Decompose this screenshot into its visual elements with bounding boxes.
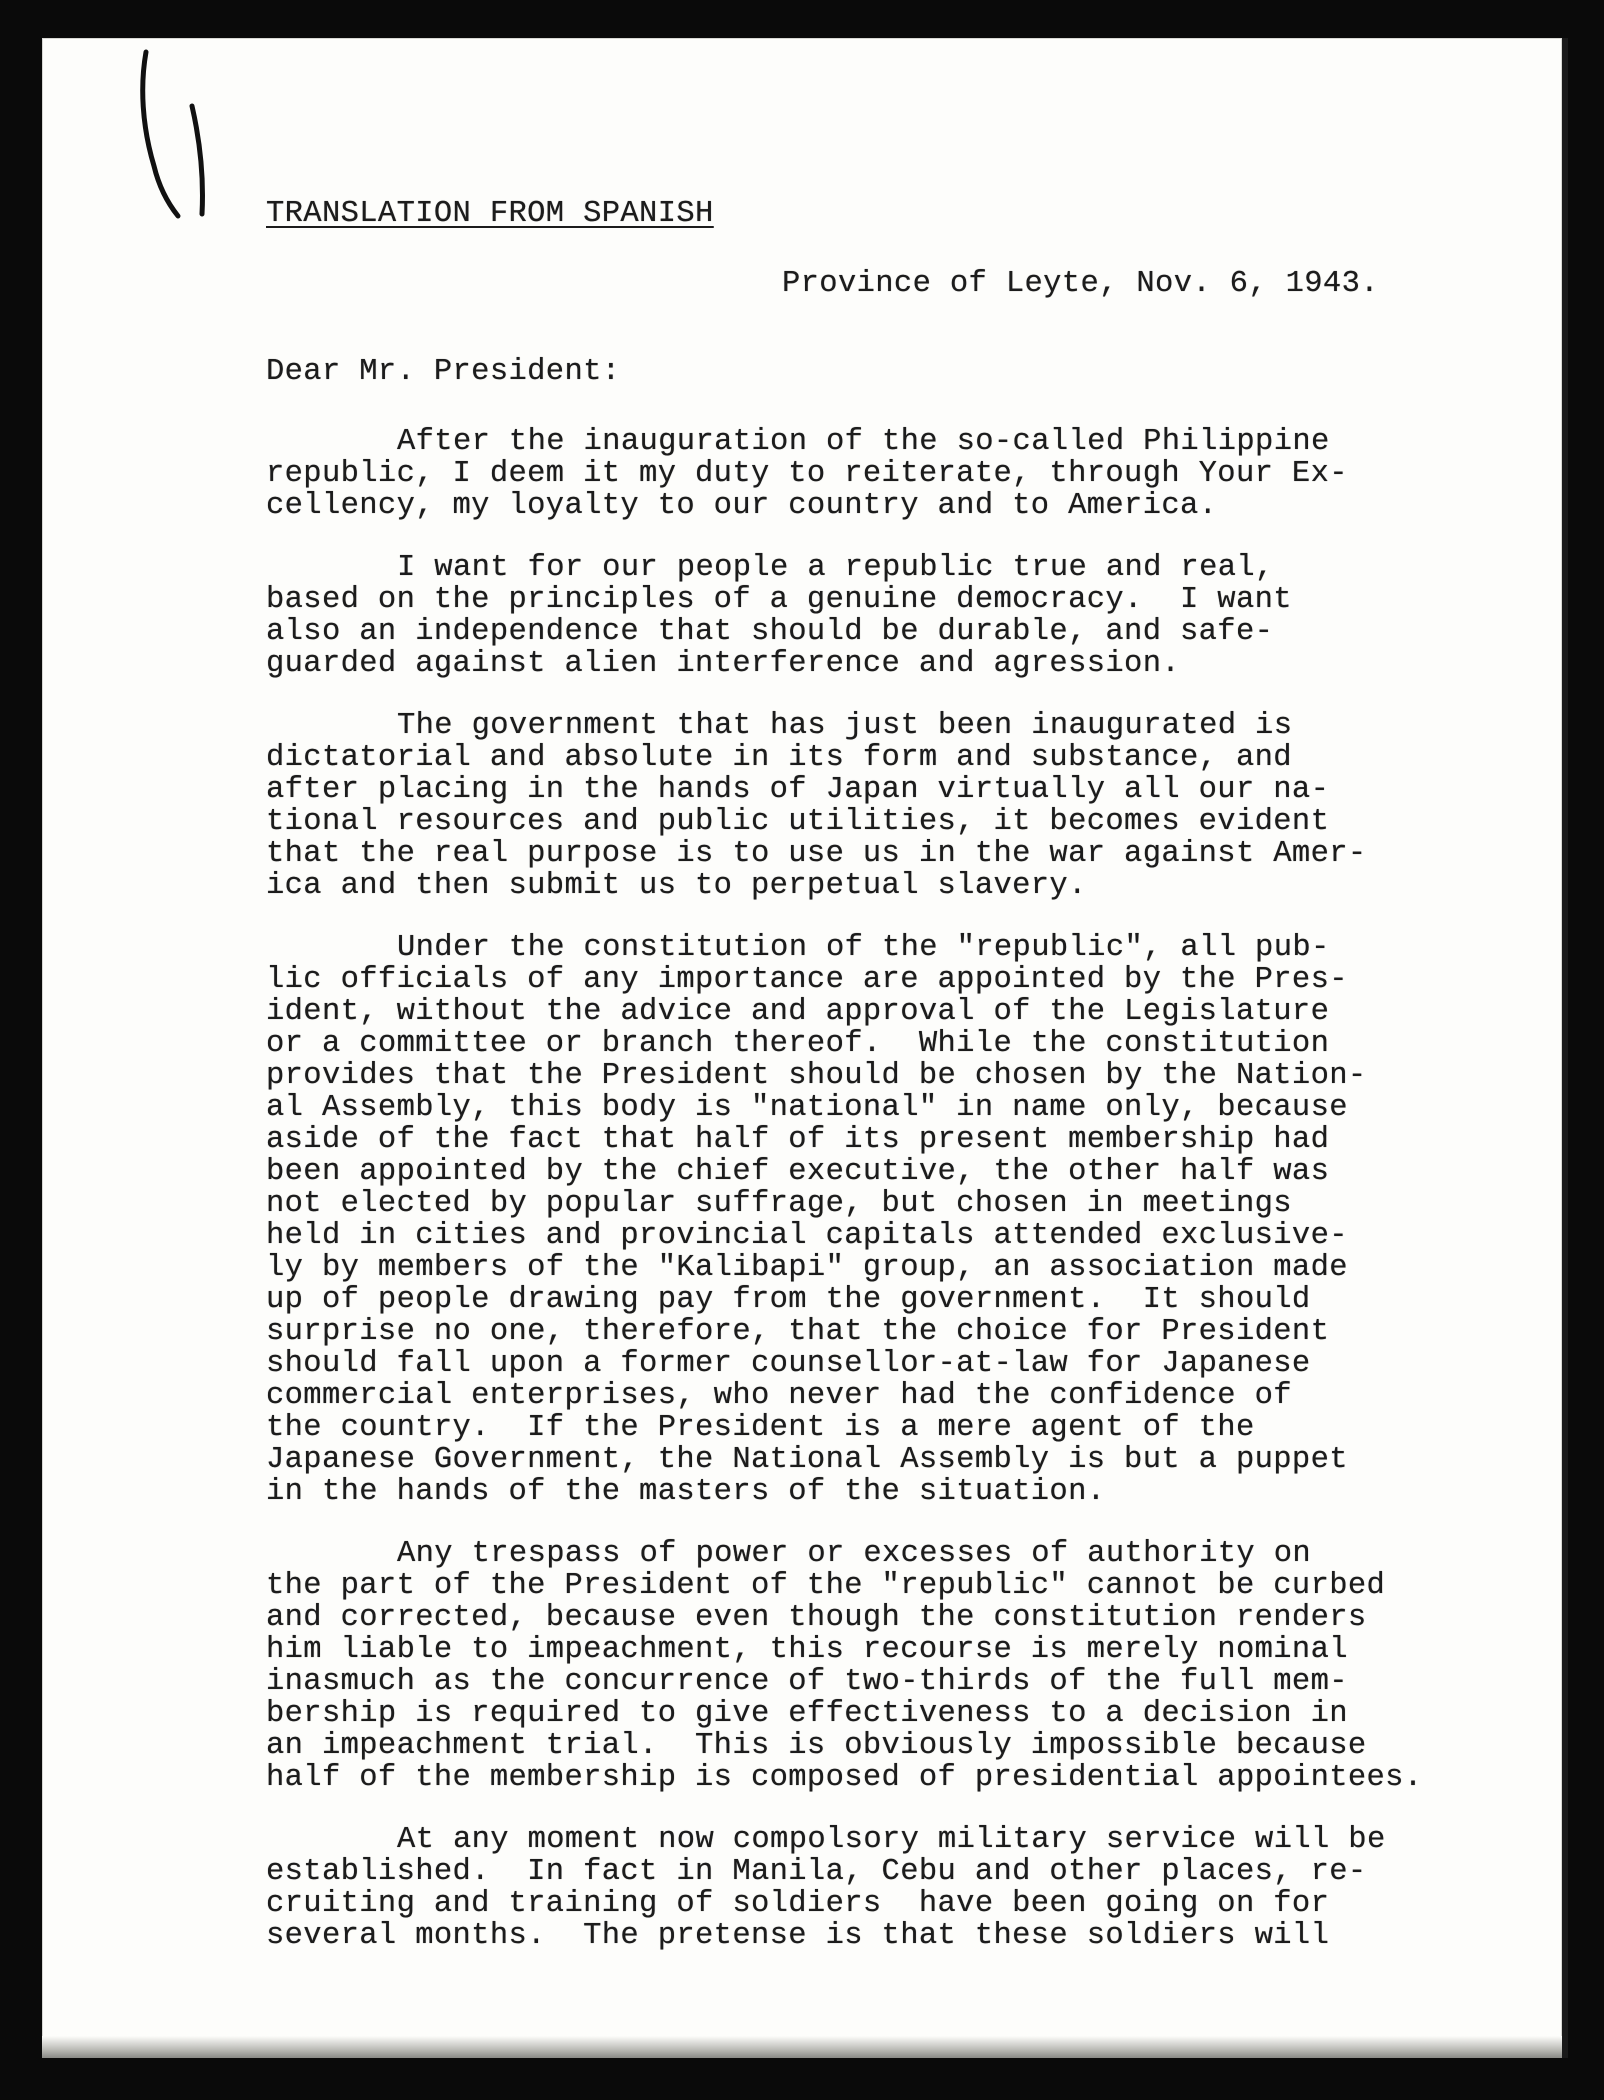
- paragraph-line: cellency, my loyalty to our country and to America.: [266, 489, 1218, 523]
- paragraph-line: or a committee or branch thereof. While the constitution: [266, 1027, 1330, 1061]
- paragraph-line: held in cities and provincial capitals attended exclusive-: [266, 1219, 1348, 1253]
- paragraph-line: After the inauguration of the so-called Philippine: [397, 425, 1330, 459]
- paragraph-line: cruiting and training of soldiers have been going on for: [266, 1887, 1330, 1921]
- paragraph-line: The government that has just been inaugurated is: [397, 709, 1293, 743]
- paragraph-line: in the hands of the masters of the situation.: [266, 1475, 1106, 1509]
- paragraph-line: At any moment now compolsory military service will be: [397, 1823, 1386, 1857]
- paragraph-line: Japanese Government, the National Assembly is but a puppet: [266, 1443, 1348, 1477]
- paragraph: [266, 426, 1446, 522]
- paragraph-line: ident, without the advice and approval of the Legislature: [266, 995, 1330, 1029]
- paragraph-line: Any trespass of power or excesses of authority on: [397, 1537, 1311, 1571]
- paragraph-line: should fall upon a former counsellor-at-law for Japanese: [266, 1347, 1311, 1381]
- paragraph: [266, 1538, 1446, 1794]
- paragraph-line: also an independence that should be durable, and safe-: [266, 615, 1274, 649]
- paragraph-line: and corrected, because even though the constitution renders: [266, 1601, 1367, 1635]
- paragraph-line: several months. The pretense is that these soldiers will: [266, 1919, 1330, 1953]
- paragraph-line: dictatorial and absolute in its form and substance, and: [266, 741, 1292, 775]
- paragraph-line: him liable to impeachment, this recourse is merely nominal: [266, 1633, 1348, 1667]
- letter-body: [266, 426, 1446, 1982]
- dateline: Province of Leyte, Nov. 6, 1943.: [782, 267, 1379, 301]
- paragraph-line: half of the membership is composed of presidential appointees.: [266, 1761, 1423, 1795]
- paragraph-line: that the real purpose is to use us in the war against Amer-: [266, 837, 1367, 871]
- paragraph-line: ly by members of the "Kalibapi" group, an association made: [266, 1251, 1348, 1285]
- paragraph-line: surprise no one, therefore, that the choice for President: [266, 1315, 1330, 1349]
- page-edge-shadow: [42, 2036, 1562, 2058]
- paragraph-line: lic officials of any importance are appointed by the Pres-: [266, 963, 1348, 997]
- paragraph: [266, 932, 1446, 1508]
- paragraph: [266, 710, 1446, 902]
- paragraph-line: commercial enterprises, who never had the confidence of: [266, 1379, 1292, 1413]
- paragraph: [266, 552, 1446, 680]
- paragraph-line: an impeachment trial. This is obviously impossible because: [266, 1729, 1367, 1763]
- paragraph-line: based on the principles of a genuine democracy. I want: [266, 583, 1292, 617]
- paragraph-line: inasmuch as the concurrence of two-thirds of the full mem-: [266, 1665, 1348, 1699]
- paragraph-line: guarded against alien interference and agression.: [266, 647, 1180, 681]
- paragraph-line: the country. If the President is a mere agent of the: [266, 1411, 1255, 1445]
- paragraph-line: the part of the President of the "republic" cannot be curbed: [266, 1569, 1386, 1603]
- paragraph-line: bership is required to give effectiveness to a decision in: [266, 1697, 1348, 1731]
- paragraph-line: Under the constitution of the "republic", all pub-: [397, 931, 1330, 965]
- paragraph-line: republic, I deem it my duty to reiterate, through Your Ex-: [266, 457, 1348, 491]
- paragraph: [266, 1824, 1446, 1952]
- paragraph-line: up of people drawing pay from the government. It should: [266, 1283, 1311, 1317]
- paragraph-line: tional resources and public utilities, it becomes evident: [266, 805, 1330, 839]
- paragraph-line: I want for our people a republic true and real,: [397, 551, 1274, 585]
- paragraph-line: provides that the President should be chosen by the Nation-: [266, 1059, 1367, 1093]
- document-heading: TRANSLATION FROM SPANISH: [266, 197, 714, 231]
- handwritten-margin-mark: [130, 46, 220, 246]
- document-page: [42, 38, 1568, 2058]
- salutation: Dear Mr. President:: [266, 355, 621, 389]
- paragraph-line: aside of the fact that half of its present membership had: [266, 1123, 1330, 1157]
- paragraph-line: al Assembly, this body is "national" in name only, because: [266, 1091, 1348, 1125]
- paragraph-line: ica and then submit us to perpetual slavery.: [266, 869, 1087, 903]
- paragraph-line: after placing in the hands of Japan virtually all our na-: [266, 773, 1330, 807]
- paragraph-line: established. In fact in Manila, Cebu and other places, re-: [266, 1855, 1367, 1889]
- paragraph-line: been appointed by the chief executive, the other half was: [266, 1155, 1330, 1189]
- paragraph-line: not elected by popular suffrage, but chosen in meetings: [266, 1187, 1292, 1221]
